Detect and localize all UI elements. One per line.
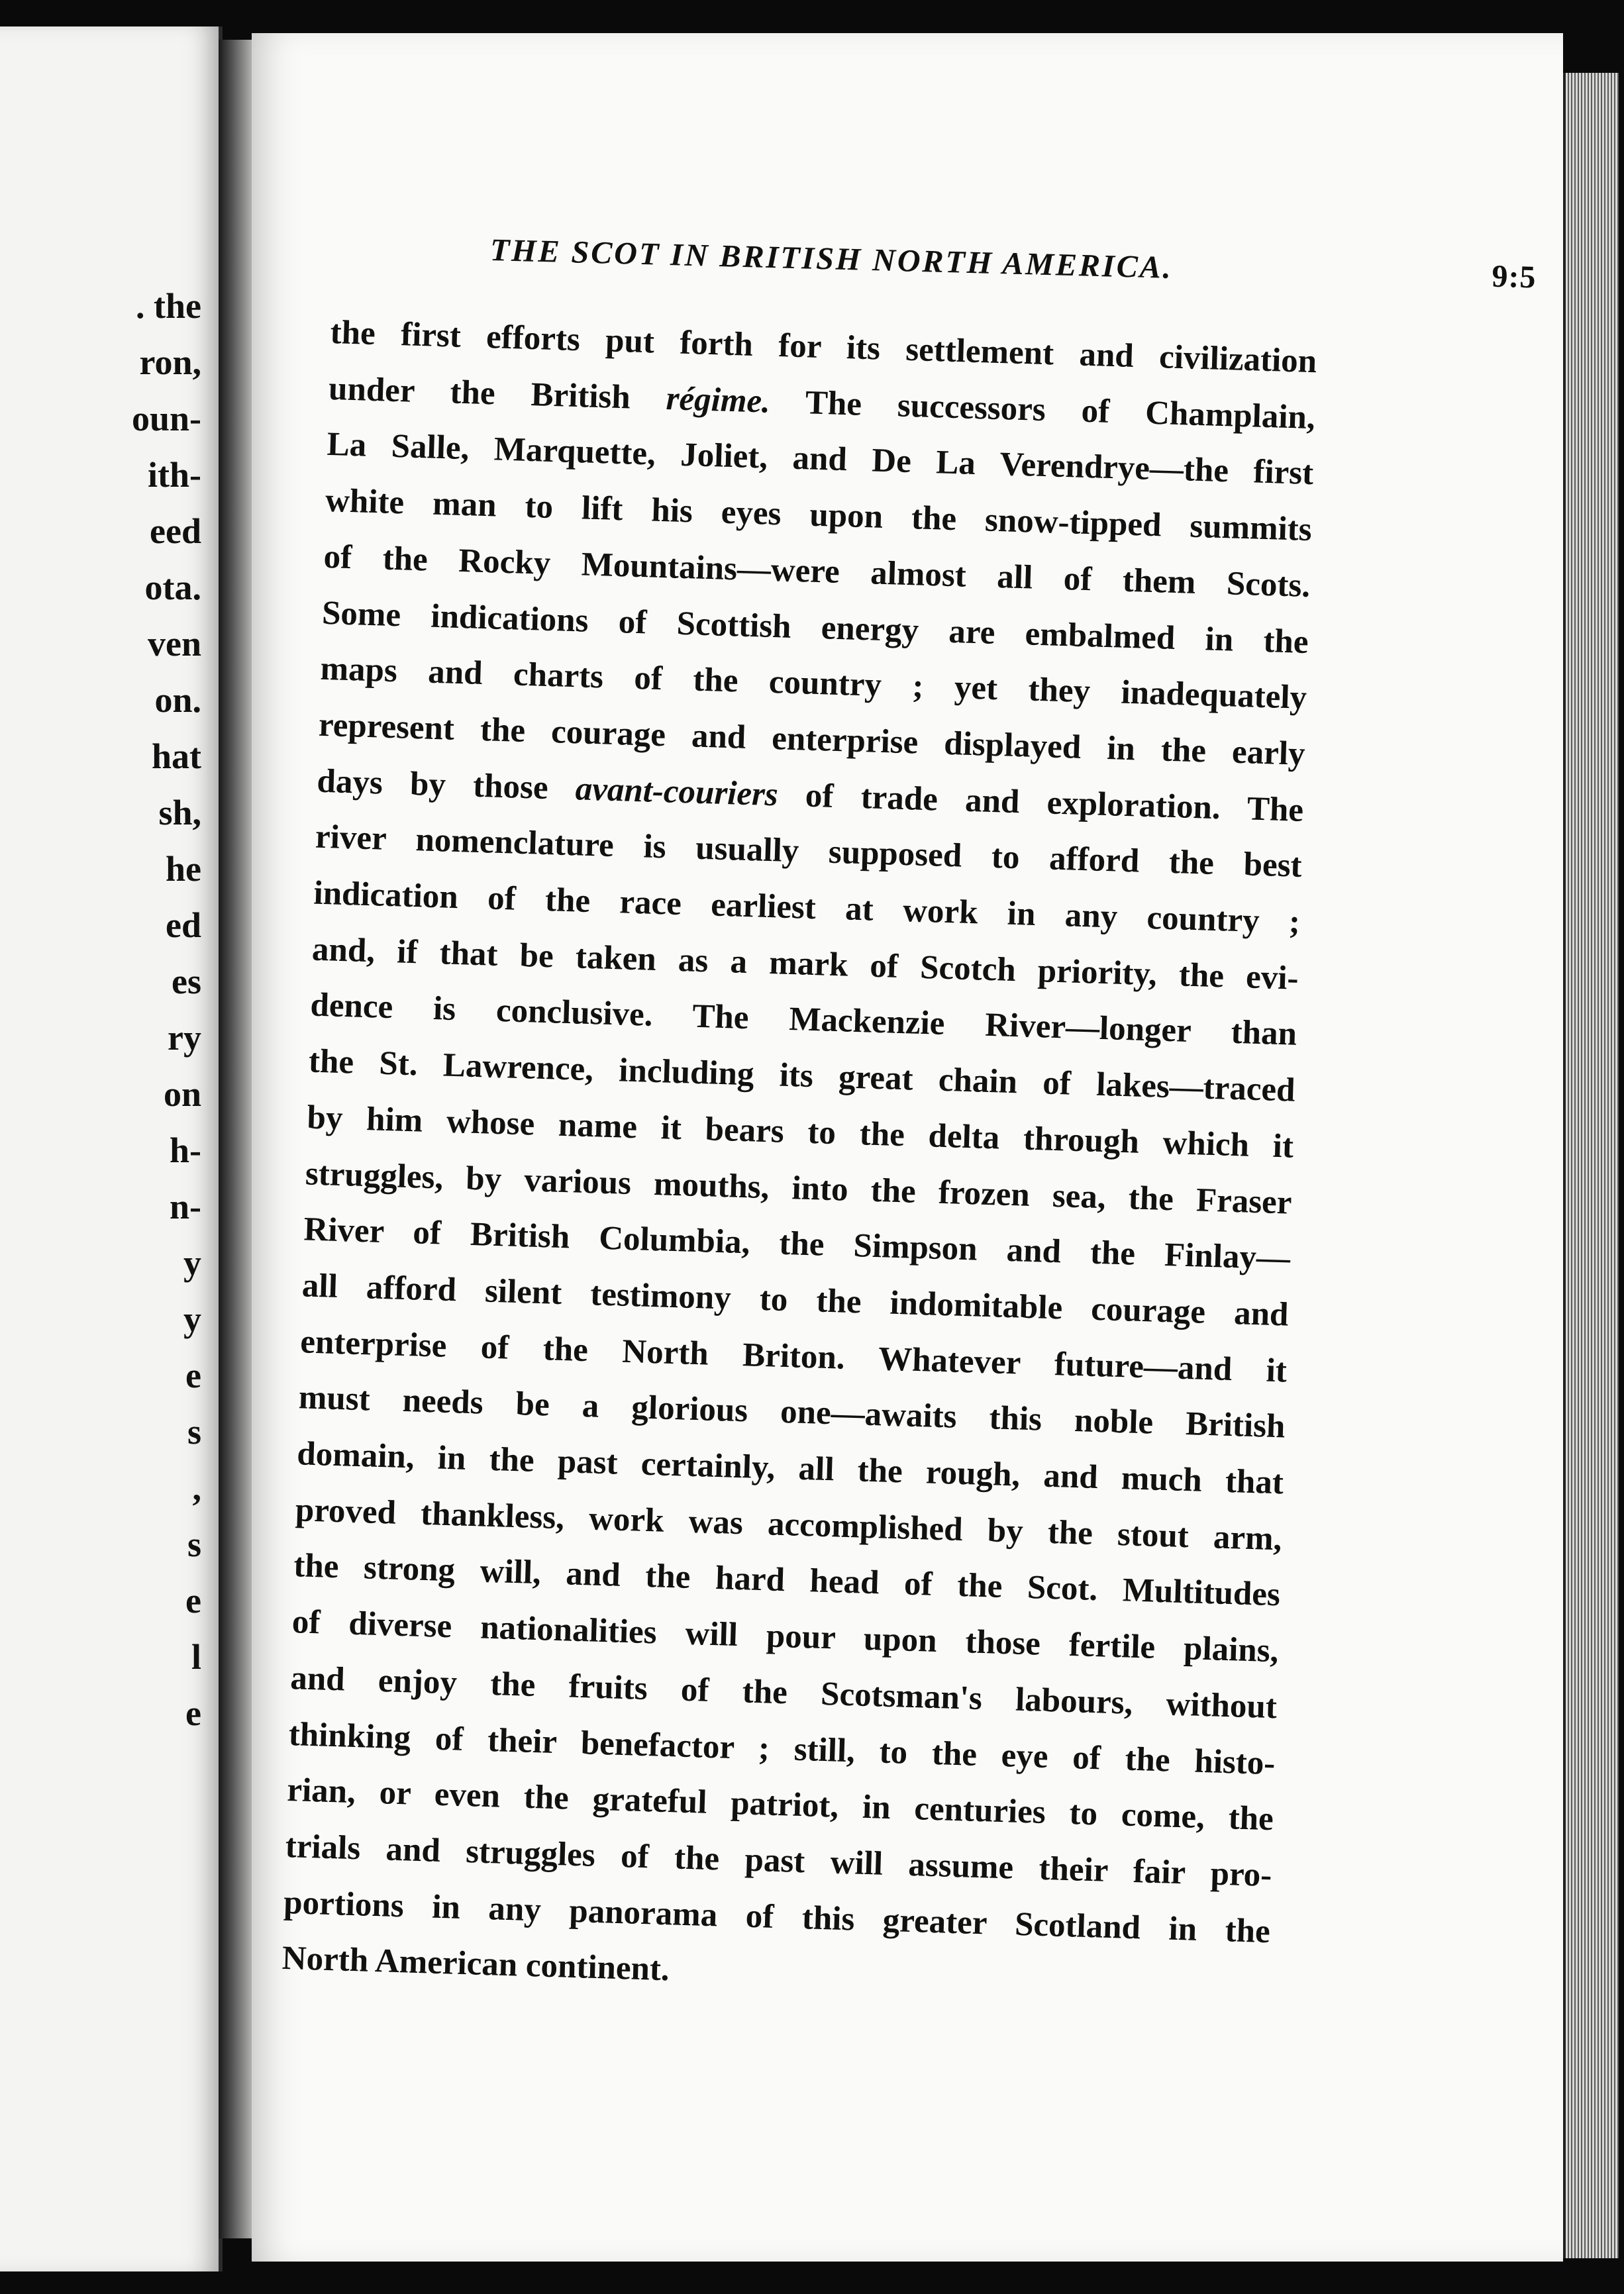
text-line-segment: River of British Columbia, the Simpson and the Finlay— — [303, 1211, 1291, 1277]
text-line-segment: of diverse nationalities will pour upon those fertile plains, — [291, 1603, 1280, 1670]
left-page-fragment: s — [187, 1412, 201, 1452]
text-line-segment: North American continent. — [281, 1940, 670, 1989]
left-page-fragment: e — [185, 1693, 201, 1733]
text-line-segment: portions in any panorama of this greater Scotland in the — [283, 1883, 1271, 1950]
text-line-segment: rian, or even the grateful patriot, in centuries to come, the — [286, 1771, 1274, 1838]
text-line-segment: days by those — [316, 762, 576, 807]
text-line-segment: La Salle, Marquette, Joliet, and De La Verendrye—the first — [326, 426, 1314, 493]
text-line-segment: must needs be a glorious one—awaits this noble British — [298, 1379, 1286, 1446]
left-page-fragment: e — [185, 1581, 201, 1621]
text-line-segment: proved thankless, work was accomplished by the stout arm, — [295, 1491, 1283, 1558]
text-line-segment: under the British — [328, 370, 667, 417]
left-page-fragment: ron, — [139, 342, 201, 382]
text-line-segment: white man to lift his eyes upon the snow-tipped summits — [325, 481, 1313, 549]
left-page-fragment: , — [192, 1468, 201, 1508]
left-page-fragment: n- — [169, 1187, 201, 1226]
left-page-fragment: h- — [169, 1130, 201, 1170]
italic-term: régime. — [665, 379, 771, 421]
text-line-segment: domain, in the past certainly, all the rough, and much that — [296, 1435, 1284, 1502]
text-line-segment: enterprise of the North Briton. Whatever future—and it — [299, 1322, 1288, 1390]
text-line-segment: thinking of their benefactor ; still, to the eye of the histo- — [288, 1715, 1276, 1782]
text-line-segment: represent the courage and enterprise displayed in the early — [318, 706, 1306, 773]
running-title: THE SCOT IN BRITISH NORTH AMERICA. — [489, 232, 1174, 285]
text-line-segment: Some indications of Scottish energy are embalmed in the — [321, 594, 1309, 661]
left-page-fragment: eed — [150, 511, 201, 551]
text-line-segment: the St. Lawrence, including its great chain of lakes—traced — [308, 1042, 1296, 1109]
left-page-fragment: ed — [166, 905, 201, 945]
left-facing-page — [0, 26, 223, 2271]
left-page-fragment: y — [183, 1243, 201, 1283]
text-line-segment: and, if that be taken as a mark of Scotch priority, the evi- — [311, 930, 1299, 997]
text-line-segment: of trade and exploration. The — [777, 775, 1304, 829]
left-page-fragment: ven — [148, 624, 201, 664]
page-edge-stack — [1563, 73, 1619, 2258]
left-page-fragment: oun- — [131, 399, 201, 438]
left-page-fragment: ry — [168, 1018, 201, 1058]
text-line-segment: the strong will, and the hard head of the Scot. Multitudes — [293, 1547, 1281, 1614]
left-page-fragment: ith- — [148, 455, 201, 495]
left-page-fragment: e — [185, 1356, 201, 1395]
left-page-fragment: on — [163, 1074, 201, 1114]
text-line-segment: The successors of Champlain, — [770, 383, 1316, 436]
text-line-segment: the first efforts put forth for its settlement and civilization — [329, 313, 1317, 381]
text-line-segment: by him whose name it bears to the delta through which it — [306, 1099, 1294, 1166]
left-page-fragment: ota. — [144, 568, 201, 607]
running-head — [489, 232, 1537, 295]
left-page-fragment: sh, — [158, 793, 201, 832]
text-line-segment: of the Rocky Mountains—were almost all of them Scots. — [323, 538, 1311, 605]
text-line-segment: maps and charts of the country ; yet they inadequately — [319, 650, 1307, 717]
page-number: 9:5 — [1491, 258, 1537, 295]
left-page-fragment: y — [183, 1299, 201, 1339]
left-page-fragment: hat — [151, 736, 201, 776]
left-page-fragment: . the — [136, 286, 201, 326]
right-page — [252, 33, 1563, 2262]
left-page-text-fragments — [132, 278, 201, 1742]
text-line-segment: all afford silent testimony to the indomitable courage and — [301, 1267, 1290, 1334]
body-paragraph — [281, 305, 1318, 2016]
left-page-fragment: on. — [154, 680, 201, 720]
left-page-fragment: s — [187, 1524, 201, 1564]
text-line-segment: river nomenclature is usually supposed to afford the best — [315, 818, 1303, 885]
text-line-segment: indication of the race earliest at work in any country ; — [313, 874, 1301, 941]
text-line-segment: trials and struggles of the past will assume their fair pro- — [285, 1827, 1273, 1895]
italic-term: avant-couriers — [575, 770, 779, 813]
text-line-segment: and enjoy the fruits of the Scotsman's labours, without — [289, 1659, 1278, 1726]
left-page-fragment: he — [166, 849, 201, 889]
text-line-segment: dence is conclusive. The Mackenzie River—longer than — [309, 986, 1297, 1054]
left-page-fragment: l — [191, 1637, 201, 1677]
text-line-segment: struggles, by various mouths, into the frozen sea, the Fraser — [305, 1154, 1293, 1222]
left-page-fragment: es — [172, 962, 201, 1001]
